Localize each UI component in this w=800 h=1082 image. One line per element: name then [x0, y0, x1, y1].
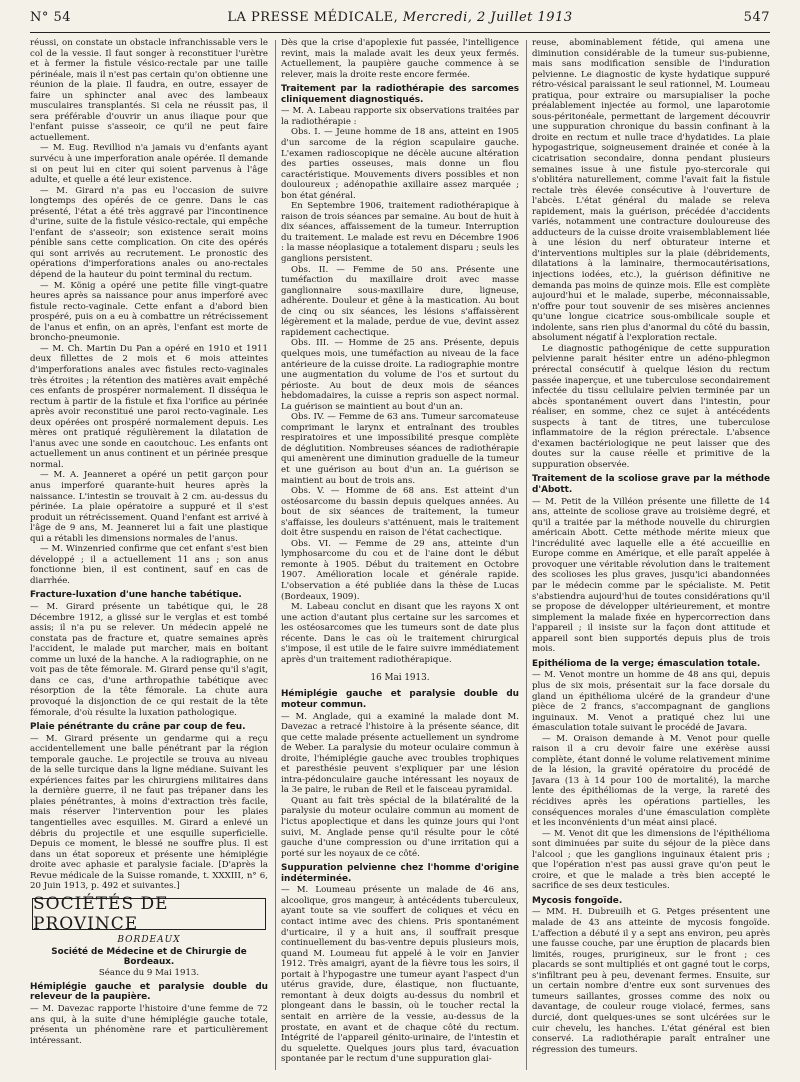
- session-date: Séance du 9 Mai 1913.: [98, 967, 200, 978]
- journal-title: [30, 10, 770, 25]
- paragraph: En Septembre 1906, traitement radiothérapique à raison de trois séances par semaine. Au bout de huit à dix séances, affaissement de la tumeur. Interruption du traitement. Le malade est revu en Décembre 1906 : la masse néoplasique a totalement disparu ; seuls les ganglions persistent.: [281, 201, 519, 265]
- article-heading: Traitement de la scoliose grave par la méthode d'Abott.: [532, 474, 770, 496]
- issue-number: N° 54: [30, 10, 72, 25]
- paragraph: — M. Oraison demande à M. Venot pour quelle raison il a cru devoir faire une exérèse aussi complète, étant donné le volume relativement minime de la lésion, la gravité opératoire du procédé de Javara (13 à 14 pour 100 de mortalité), la marche lente des épithéliomas de la verge, la rareté des récidives après les opérations partielles, les conséquences morales d'une émasculation complète et les inconvénients d'un méat ainsi placé.: [532, 733, 770, 829]
- paragraph: réussi, on constate un obstacle infranchissable vers le col de la vessie. Il faut songer à reconstituer l'urètre et à fermer la fistule vésico-rectale par une taille périnéale, mais il n'est pas certain qu'on obtienne une réunion de la plaie. Il faudra, en outre, essayer de faire un sphincter anal avec des lambeaux musculaires transplantés. Si cela ne réussit pas, il sera préférable d'ouvrir un anus iliaque pour que l'enfant puisse s'asseoir, ce qu'il ne peut faire actuellement.: [30, 38, 268, 143]
- paragraph: Obs. I. — Jeune homme de 18 ans, atteint en 1905 d'un sarcome de la région scapulaire gauche. L'examen radioscopique ne décèle aucune altération des parties osseuses, mais donne un flou caractéristique. Mouvements divers possibles et non douloureux ; adénopathie axillaire assez marquée ; bon état général.: [281, 127, 519, 201]
- paragraph: Obs. III. — Homme de 25 ans. Présente, depuis quelques mois, une tuméfaction au niveau de la face antérieure de la cuisse droite. La radiographie montre une augmentation du volume de l'os et surtout du périoste. Au bout de deux mois de séances hebdomadaires, la cuisse a repris son aspect normal. La guérison se maintient au bout d'un an.: [281, 338, 519, 412]
- paragraph: — M. Ch. Martin Du Pan a opéré en 1910 et 1911 deux fillettes de 2 mois et 6 mois atteintes d'imperforations anales avec fistules recto-vaginales très étroites ; la rétention des matières avait empêché ces enfants de prospérer normalement. Il disséqua le rectum à partir de la fistule et fixa l'orifice au périnée après avoir reconstitué une paroi recto-vaginale. Les deux opérées ont prospéré normalement depuis. Les mères ont pratiqué régulièrement la dilatation de l'anus avec une sonde en caoutchouc. Les enfants ont actuellement un anus continent et un périnée presque normal.: [30, 343, 268, 470]
- paragraph: — M. König a opéré une petite fille vingt-quatre heures après sa naissance pour anus imperforé avec fistule recto-vaginale. Cette enfant a d'abord bien prospéré, puis on a eu à combattre un rétrécissement de l'anus et enfin, on an après, l'enfant est morte de broncho-pneumonie.: [30, 280, 268, 344]
- paragraph: — M. Winzenried confirme que cet enfant s'est bien développé ; il a actuellement 11 ans ; son anus fonctionne bien, il est continent, sauf en cas de diarrhée.: [30, 544, 268, 586]
- society-name: Société de Médecine et de Chirurgie de Bordeaux.: [51, 946, 247, 967]
- paragraph: reuse, abominablement fétide, qui amena une diminution considérable de la tumeur sus-pubienne, mais sans modification sensible de l'induration pelvienne. Le diagnostic de kyste hydatique suppuré rétro-vésical paraissant le seul rationnel, M. Loumeau pratiqua, pour extraire ou marsupialiser la poche préalablement injectée au formol, une laparotomie sous-péritonéale, permettant de largement découvrir une suppuration chronique du bassin confinant à la droite en rectum et nulle trace d'hydatides. La plaie hypogastrique, soigneusement drainée et conée à la cicatrisation secondaire, donna pendant plusieurs semaines issue à une fistule pyo-stercorale qui s'oblitéra naturellement, comme l'avait fait la fistule rectale très élevée consécutive à l'ouverture de l'abcès. L'état général du malade se releva rapidement, mais la guérison, précédée d'accidents variés, notamment une contracture douloureuse des adducteurs de la cuisse droite vraisemblablement liée à une lésion du nerf obturateur interne et d'interventions multiples sur la plaie (débridements, dilatations à la laminaire, thermocautérisations, injections iodées, etc.), la guérison définitive ne demanda pas moins de quinze mois. Elle est complète aujourd'hui et le malade, superbe, méconnaissable, n'offre pour tout souvenir de ses misères anciennes qu'une longue cicatrice sous-ombilicale souple et indolente, sans rien plus d'anormal du côté du bassin, absolument négatif à l'exploration rectale.: [532, 38, 770, 344]
- article-heading: Hémiplégie gauche et paralysie double du moteur commun.: [281, 689, 519, 710]
- paragraph: — M. Petit de la Villéon présente une fillette de 14 ans, atteinte de scoliose grave au troisième degré, et qu'il a traitée par la méthode nouvelle du chirurgien américain Abott. Cette méthode mérite mieux que l'incrédulité avec laquelle elle a été accueillie en Europe comme en Amérique, et elle paraît appelée à provoquer une véritable révolution dans le traitement des scolioses les plus graves, jusqu'ici abandonnées par le médecin comme par le spécialiste. M. Petit s'abstiendra aujourd'hui de toutes considérations qu'il se propose de développer ultérieurement, et montre simplement la malade fixée en hypercorrection dans l'appareil ; il insiste sur la façon dont attitude et appareil sont bien supportés depuis plus de trois mois.: [532, 496, 770, 655]
- paragraph: — M. A. Labeau rapporte six observations traitées par la radiothérapie :: [281, 106, 519, 127]
- column-2: [281, 38, 519, 1078]
- paragraph: Quant au fait très spécial de la bilatéralité de la paralysie du moteur oculaire commun au moment de l'ictus apoplectique et dans les quinze jours qui l'ont suivi, M. Anglade pense qu'il résulte pour le côté gauche d'une compression ou d'une irritation qui a porté sur les noyaux de ce côté.: [281, 795, 519, 859]
- city-heading: BORDEAUX: [117, 934, 181, 945]
- paragraph: — MM. H. Dubreuilh et G. Petges présentent une malade de 43 ans atteinte de mycosis fongoïde. L'affection a débuté il y a sept ans environ, peu après une fausse couche, par une éruption de placards bien limités, rouges, prurigineux, sur le front ; ces placards se sont multipliés et ont gagné tout le corps, s'infiltrant peu à peu, devenant fermes. Ensuite, sur un certain nombre d'entre eux sont survenues des tumeurs saillantes, grosses comme des noix ou davantage, de couleur rouge violacé, fermes, sans durcié, dont quelques-unes se sont ulcérées sur le cuir chevelu, les hanches. L'état général est bien conservé. La radiothérapie paraît entraîner une régression des tumeurs.: [532, 907, 770, 1055]
- paragraph: M. Labeau conclut en disant que les rayons X ont une action d'autant plus certaine sur les sarcomes et les ostéosarcomes que les tumeurs sont de date plus récente. Dans le cas où le traitement chirurgical s'impose, il est utile de le faire suivre immédiatement après d'un traitement radiothérapique.: [281, 602, 519, 665]
- paragraph: — M. Eug. Revilliod n'a jamais vu d'enfants ayant survécu à une imperforation anale opérée. Il demande si on peut lui en citer qui soient parvenus à l'âge adulte, et quelle a été leur existence.: [30, 143, 268, 186]
- paragraph: — M. Venot montre un homme de 48 ans qui, depuis plus de six mois, présentait sur la face dorsale du gland un épithélioma ulcéré de la grandeur d'une pièce de 2 francs, s'accompagnant de ganglions inguinaux. M. Venot a pratiqué chez lui une émasculation totale suivant le procédé de Javara.: [532, 670, 770, 734]
- paragraph: Obs. V. — Homme de 68 ans. Est atteint d'un ostéosarcome du bassin depuis quelques années. Au bout de six séances de traitement, la tumeur s'affaisse, les douleurs s'atténuent, mais le traitement doit être suspendu en raison de l'état cachectique.: [281, 486, 519, 539]
- journal-name: LA PRESSE MÉDICALE,: [227, 10, 399, 25]
- paragraph: — M. Anglade, qui a examiné la malade dont M. Davezac a retracé l'histoire à la présente séance, dit que cette malade présente actuellement un syndrome de Weber. La paralysie du moteur oculaire commun à droite, l'hémiplégie gauche avec troubles trophiques et paresthésie peuvent s'expliquer par une lésion intra-pédonculaire gauche intéressant les noyaux de la 3e paire, le ruban de Reil et le faisceau pyramidal.: [281, 711, 519, 796]
- paragraph: — M. Davezac rapporte l'histoire d'une femme de 72 ans qui, à la suite d'une hémiplégie gauche totale, présenta un phénomène rare et particulièrement intéressant.: [30, 1004, 268, 1046]
- header-rule: [30, 32, 770, 33]
- article-heading: Plaie pénétrante du crâne par coup de feu.: [30, 722, 246, 733]
- page-number: 547: [743, 10, 770, 25]
- paragraph: Le diagnostic pathogénique de cette suppuration pelvienne parait hésiter entre un adéno-phlegmon prérectal consécutif à quelque lésion du rectum passée inaperçue, et une tuberculose secondairement infectée du tissu cellulaire pelvien terminée par un abcès spontanément ouvert dans l'intestin, pour réaliser, en somme, chez ce sujet à antécédents suspects à tant de titres, une tuberculose inflammatoire de la région prérectale. L'absence d'examen bactériologique ne peut laisser que des doutes sur la cause réelle et primitive de la suppuration observée.: [532, 343, 770, 470]
- paragraph: — M. Girard présente un gendarme qui a reçu accidentellement une balle pénétrant par la région temporale gauche. Le projectile se trouva au niveau de la selle turcique dans la ligne médiane. Suivant les expériences faites par les chirurgiens militaires dans la dernière guerre, il ne faut pas trépaner dans les plaies pénétrantes, à moins d'extraction très facile, mais réserver l'intervention pour les plaies tangentielles avec esquilles. M. Girard a enlevé un débris du projectile et une esquille superficielle. Depuis ce moment, le blessé ne souffre plus. Il est dans un état soporeux et présente une hémiplégie droite avec aphasie et paralysie faciale. [D'après la Revue médicale de la Suisse romande, t. XXXIII, n° 6, 20 Juin 1913, p. 492 et suivantes.]: [30, 733, 268, 892]
- paragraph: — M. Girard n'a pas eu l'occasion de suivre longtemps des opérés de ce genre. Dans le cas présenté, l'état a été très aggravé par l'incontinence d'urine, suite de la fistule vésico-rectale, qui empêche l'enfant de s'asseoir; son existence serait moins pénible sans cette complication. On cite des opérés qui sont arrivés au recrutement. Le pronostic des opérations d'imperforations anales ou ano-rectales dépend de la hauteur du point terminal du rectum.: [30, 185, 268, 281]
- section-box: [32, 893, 266, 934]
- issue-date: Mercredi, 2 Juillet 1913: [402, 10, 573, 25]
- article-heading: Traitement par la radiothérapie des sarcomes cliniquement diagnostiqués.: [281, 84, 519, 105]
- article-heading: Hémiplégie gauche et paralysie double du releveur de la paupière.: [30, 981, 268, 1003]
- paragraph: Obs. IV. — Femme de 63 ans. Tumeur sarcomateuse comprimant le larynx et entraînant des troubles respiratoires et une impossibilité presque complète de déglutition. Nombreuses séances de radiothérapie qui amenèrent une diminution graduelle de la tumeur et une guérison au bout d'un an. La guérison se maintient au bout de trois ans.: [281, 412, 519, 486]
- article-heading: Suppuration pelvienne chez l'homme d'origine indéterminée.: [281, 863, 519, 884]
- paragraph: — M. A. Jeanneret a opéré un petit garçon pour anus imperforé quarante-huit heures après la naissance. L'intestin se trouvait à 2 cm. au-dessus du périnée. La plaie opératoire a suppuré et il s'est produit un rétrécissement. Quand l'enfant est arrivé à l'âge de 9 ans, M. Jeanneret lui a fait une plastique qui a rétabli les dimensions normales de l'anus.: [30, 470, 268, 544]
- article-heading: Fracture-luxation d'une hanche tabétique.: [30, 590, 242, 601]
- article-heading: Mycosis fongoïde.: [532, 895, 623, 906]
- article-heading: Epithélioma de la verge; émasculation totale.: [532, 658, 761, 669]
- section-title: SOCIÉTÉS DE PROVINCE: [33, 893, 169, 934]
- column-3: [532, 38, 770, 1078]
- paragraph: Obs. II. — Femme de 50 ans. Présente une tuméfaction du maxillaire droit avec masse ganglionnaire sous-maxillaire dure, ligneuse, adhérente. Douleur et gêne à la mastication. Au bout de cinq ou six séances, les lésions s'affaissèrent légèrement et la malade, perdue de vue, devint assez rapidement cachectique.: [281, 264, 519, 338]
- page-header: [30, 10, 770, 30]
- paragraph: — M. Loumeau présente un malade de 46 ans, alcoolique, gros mangeur, à antécédents tuberculeux, ayant toute sa vie souffert de coliques et vécu en contact intime avec des chiens. Pris spontanément d'urticaire, il y a huit ans, il souffrait presque continuellement du bas-ventre depuis plusieurs mois, quand M. Loumeau fut appelé à le voir en Janvier 1912. Très amaigri, ayant de la fièvre tous les soirs, il portait à l'hypogastre une tumeur ayant l'aspect d'un utérus gravide, dure, élastique, non fluctuante, remontant à deux doigts au-dessus du nombril et plongeant dans le bassin, où le toucher rectal la sentait en arrière de la vessie, au-dessus de la prostate, en avant et de chaque côté du rectum. Intégrité de l'appareil génito-urinaire, de l'intestin et du squelette. Quelques jours plus tard, évacuation spontanée par le rectum d'une suppuration glai-: [281, 885, 519, 1065]
- paragraph: Dès que la crise d'apoplexie fut passée, l'intelligence revint, mais la malade avait les deux yeux fermés. Actuellement, la paupière gauche commence à se relever, mais la droite reste encore fermée.: [281, 38, 519, 80]
- paragraph: — M. Venot dit que les dimensions de l'épithélioma sont diminuées par suite du séjour de la pièce dans l'alcool ; que les ganglions inguinaux étaient pris ; que l'opération n'est pas aussi grave qu'on peut le croire, et que le malade a très bien accepté le sacrifice de ses deux testicules.: [532, 828, 770, 892]
- paragraph: — M. Girard présente un tabétique qui, le 28 Décembre 1912, a glissé sur le verglas et est tombé assis; il n'a pu se relever. Un médecin appelé ne constata pas de fracture et, quatre semaines après l'accident, le malade put marcher, mais en boitant comme un luxé de la hanche. A la radiographie, on ne voit pas de tête fémorale. M. Girard pense qu'il s'agit, dans ce cas, d'une arthropathie tabétique avec résorption de la tête fémorale. La chute aura provoqué la disjonction de ce qui restait de la tête fémorale, d'où résulte la luxation pathologique.: [30, 602, 268, 718]
- paragraph: Obs. VI. — Femme de 29 ans, atteinte d'un lymphosarcome du cou et de l'aine dont le début remonte à 1905. Début du traitement en Octobre 1907. Amélioration locale et générale rapide. L'observation a été publiée dans la thèse de Lucas (Bordeaux, 1909).: [281, 538, 519, 602]
- session-date: 16 Mai 1913.: [370, 673, 430, 684]
- column-1: [30, 38, 268, 1078]
- columns: [30, 38, 770, 1078]
